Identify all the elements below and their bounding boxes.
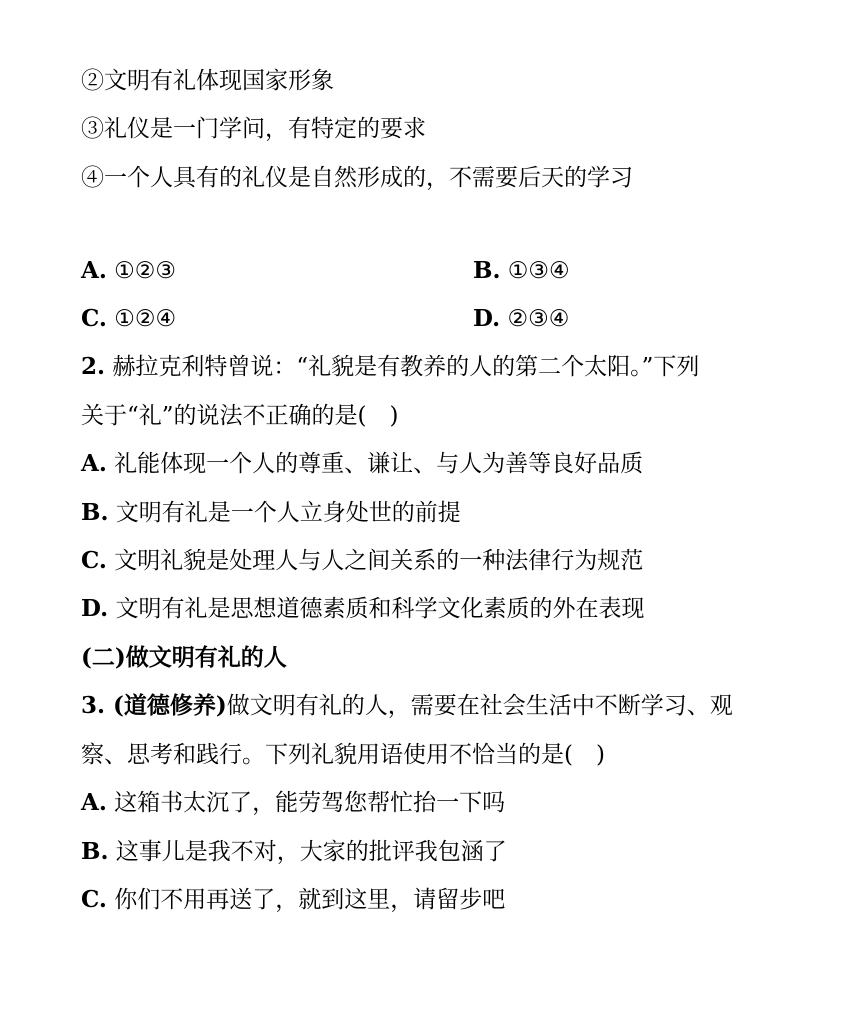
q1-option-c <box>81 304 176 334</box>
q2-stem-line-2: 关于“礼”的说法不正确的是( ) <box>81 403 399 429</box>
q3-tag: (道德修养) <box>105 692 227 719</box>
q2-option-d-text: 文明有礼是思想道德素质和科学文化素质的外在表现 <box>108 596 645 622</box>
q3-option-a <box>81 788 505 818</box>
q2-option-c <box>81 546 643 576</box>
q2-option-c-letter: C. <box>81 547 107 574</box>
q1-option-d-text: ②③④ <box>500 306 570 332</box>
q1-option-a <box>81 256 176 286</box>
q1-option-d-letter: D. <box>473 305 501 332</box>
q2-option-d <box>81 594 644 624</box>
q3-option-a-letter: A. <box>81 789 107 816</box>
q3-option-a-text: 这箱书太沉了，能劳驾您帮忙抬一下吗 <box>106 790 506 816</box>
q2-option-a-letter: A. <box>81 450 107 477</box>
q2-option-a <box>81 449 643 479</box>
q2-number: 2. <box>81 353 106 380</box>
q1-option-a-text: ①②③ <box>106 258 177 284</box>
q3-stem-line-2: 察、思考和践行。下列礼貌用语使用不恰当的是( ) <box>81 742 605 768</box>
q1-option-c-text: ①②④ <box>106 306 177 332</box>
q1-option-b-text: ①③④ <box>500 258 570 284</box>
q3-option-c <box>81 885 505 915</box>
q1-option-a-letter: A. <box>81 257 107 284</box>
q1-statement-2: ②文明有礼体现国家形象 <box>81 68 334 94</box>
section-heading: (二)做文明有礼的人 <box>81 644 287 671</box>
q3-option-b-text: 这事儿是我不对，大家的批评我包涵了 <box>108 839 507 865</box>
q3-option-c-letter: C. <box>81 886 107 913</box>
q2-option-b-text: 文明有礼是一个人立身处世的前提 <box>108 500 461 526</box>
q1-statement-3: ③礼仪是一门学问，有特定的要求 <box>81 116 426 142</box>
q3-stem-line-1 <box>81 691 733 721</box>
q3-stem-text-1: 做文明有礼的人，需要在社会生活中不断学习、观 <box>226 693 733 719</box>
q1-option-b <box>473 256 570 286</box>
q2-option-a-text: 礼能体现一个人的尊重、谦让、与人为善等良好品质 <box>106 451 644 477</box>
q2-option-d-letter: D. <box>81 595 109 622</box>
q1-statement-4: ④一个人具有的礼仪是自然形成的，不需要后天的学习 <box>81 165 633 191</box>
q2-stem-line-1 <box>81 352 699 382</box>
q1-option-b-letter: B. <box>473 257 501 284</box>
q2-option-b <box>81 498 461 528</box>
q1-option-d <box>473 304 569 334</box>
q2-stem-text-1: 赫拉克利特曾说：“礼貌是有教养的人的第二个太阳。”下列 <box>105 354 700 380</box>
q3-option-b-letter: B. <box>81 838 109 865</box>
q1-option-c-letter: C. <box>81 305 107 332</box>
q2-option-b-letter: B. <box>81 499 109 526</box>
q3-number: 3. <box>81 692 106 719</box>
q2-option-c-text: 文明礼貌是处理人与人之间关系的一种法律行为规范 <box>106 548 644 574</box>
q3-option-c-text: 你们不用再送了，就到这里，请留步吧 <box>106 887 506 913</box>
q3-option-b <box>81 837 507 867</box>
